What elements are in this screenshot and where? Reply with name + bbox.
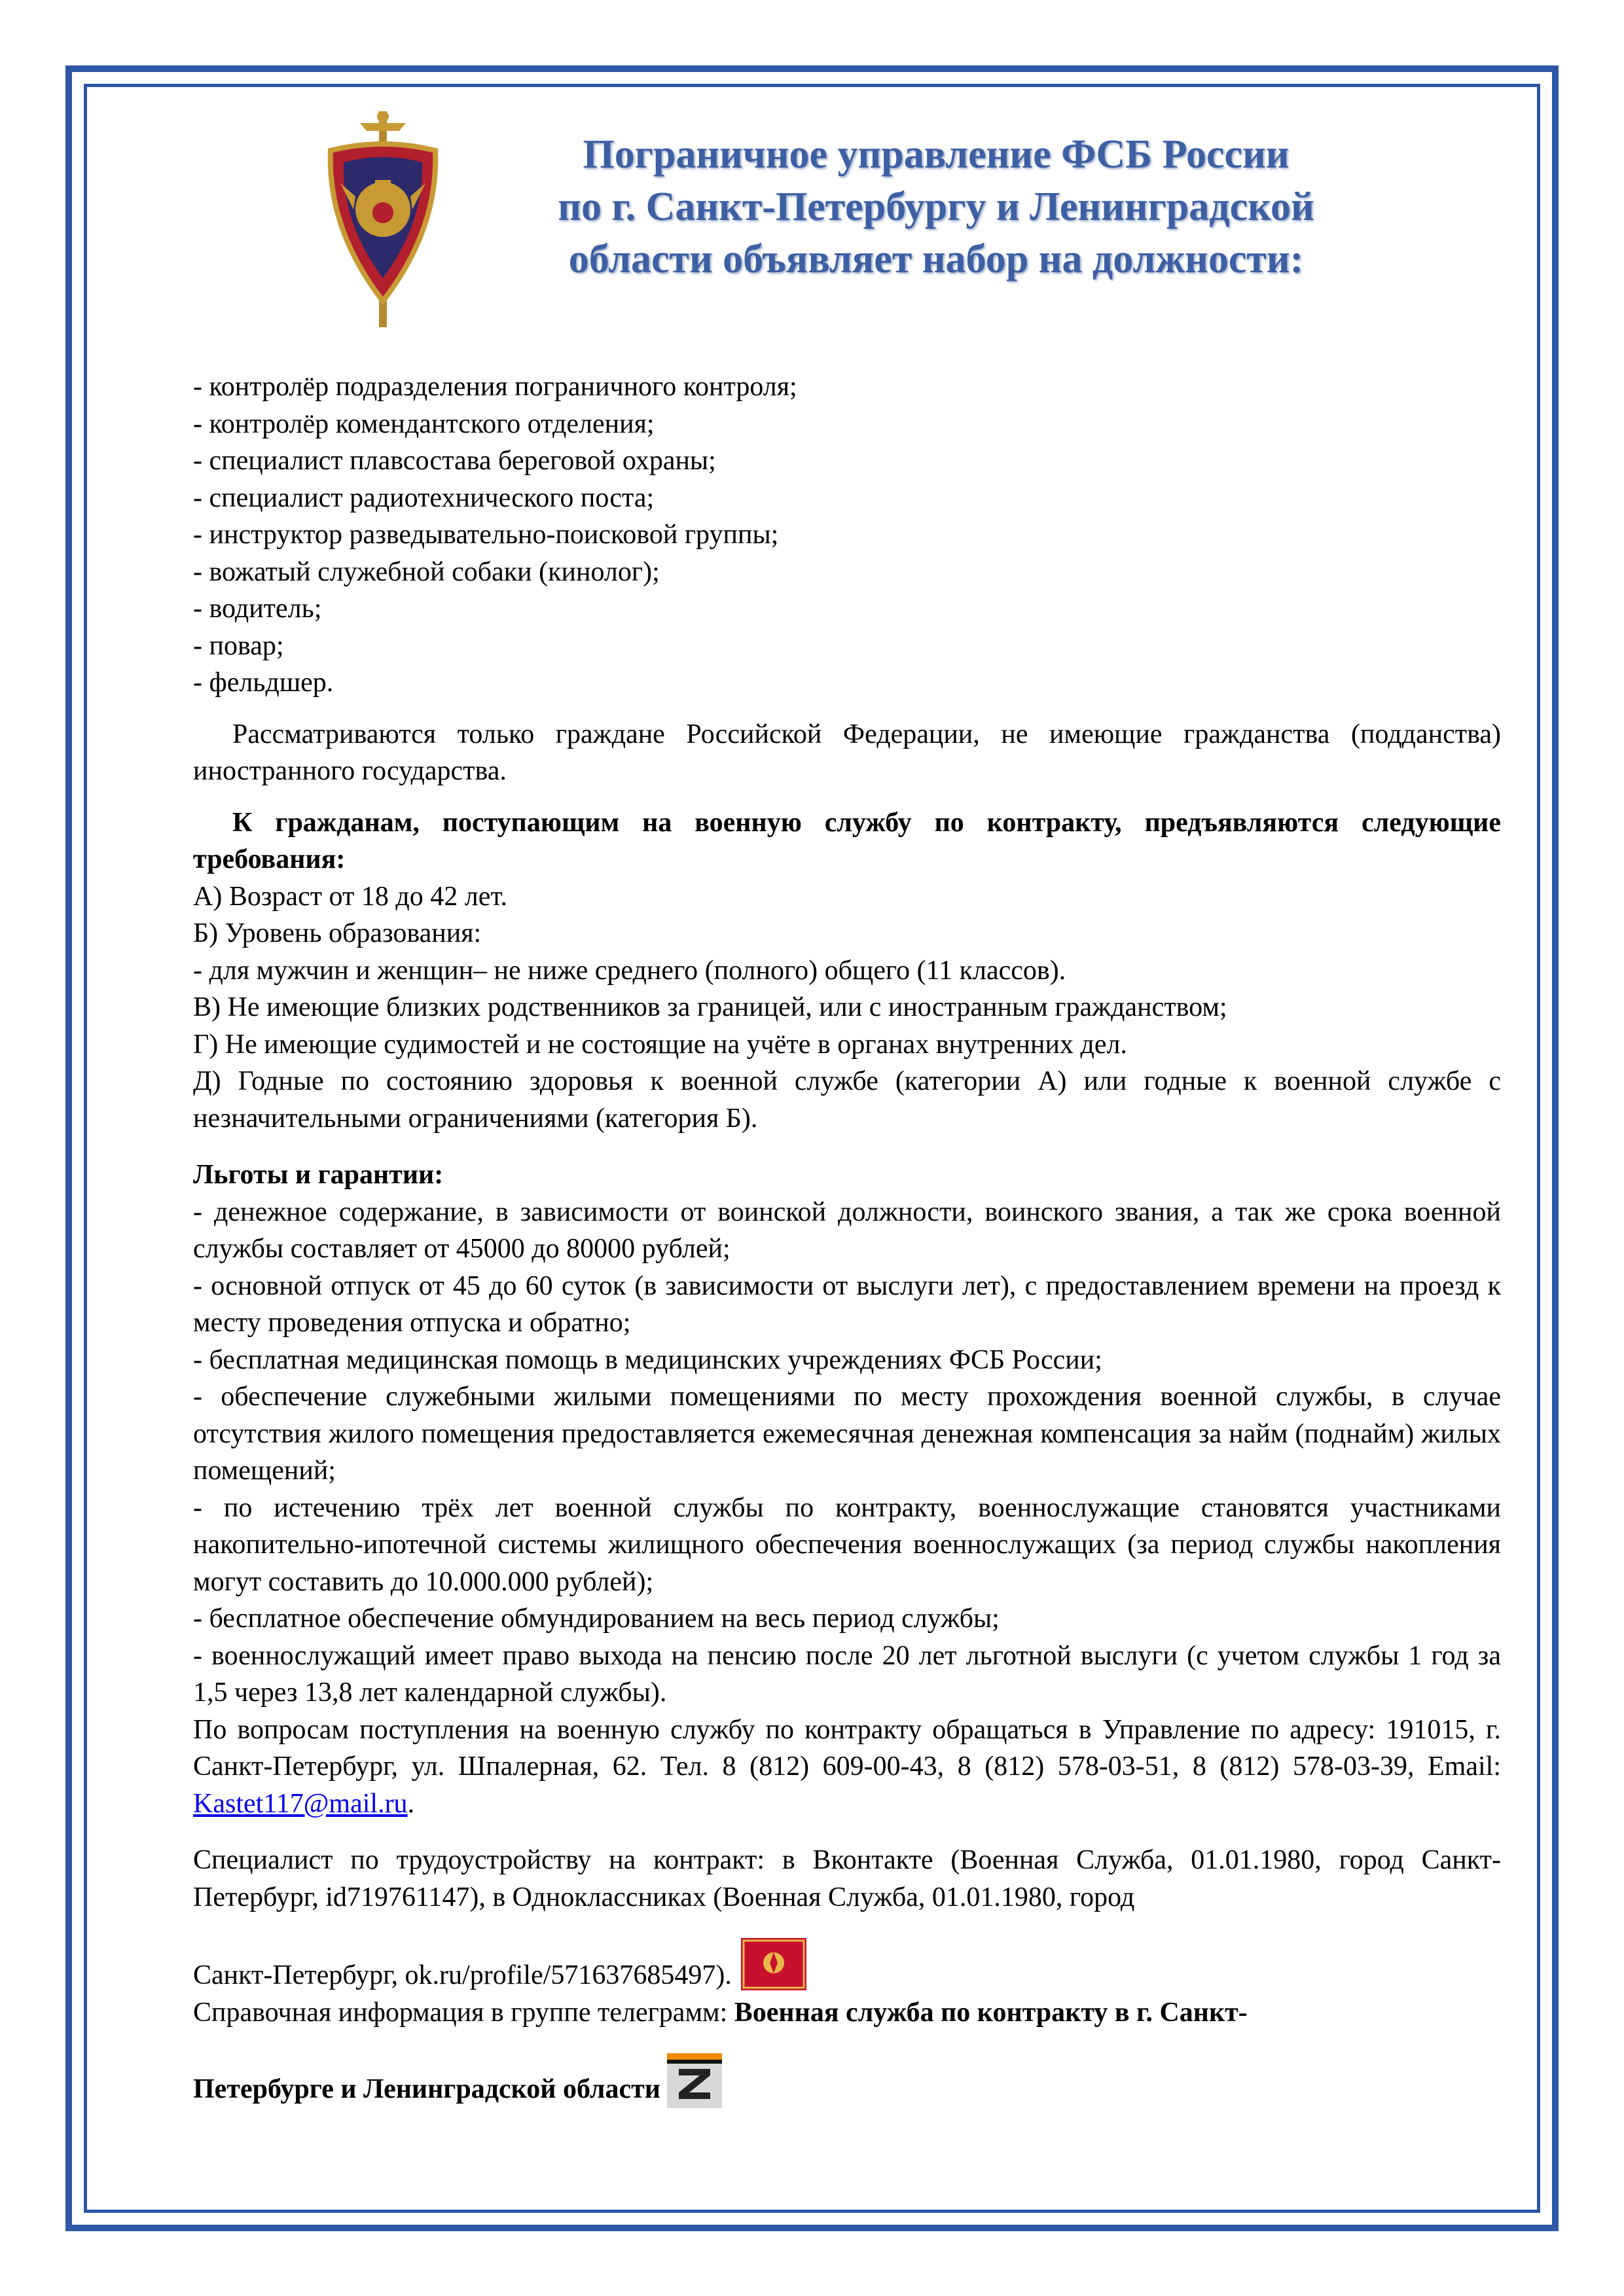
list-item: - инструктор разведывательно-поисковой группы; (193, 520, 779, 550)
header-title-line2: по г. Санкт-Петербургу и Ленинградской (558, 185, 1314, 229)
list-item: - специалист плавсостава береговой охраны; (193, 446, 716, 476)
list-item: - контролёр подразделения пограничного контроля; (193, 372, 797, 402)
benefit-item: - военнослужащий имеет право выхода на пенсию после 20 лет льготной выслуги (с учетом службы 1 год за 1,5 через 13,8 лет календарной службы). (193, 1640, 1501, 1708)
document-body (193, 368, 1501, 2108)
benefits-heading: Льготы и гарантии: (193, 1160, 444, 1190)
requirements-list (193, 878, 1501, 1138)
benefit-item: - денежное содержание, в зависимости от воинской должности, воинского звания, а так же срока военной службы составляет от 45000 до 80000 рублей; (193, 1196, 1501, 1264)
contact-suffix: . (407, 1788, 415, 1819)
benefit-item: - бесплатное обеспечение обмундированием на весь период службы; (193, 1604, 1000, 1634)
telegram-prefix: Справочная информация в группе телеграмм: (193, 1997, 734, 2028)
army-flag-icon (741, 1938, 806, 1990)
contact-paragraph (193, 1712, 1501, 1823)
header-title-line1: Пограничное управление ФСБ России (583, 132, 1290, 177)
benefit-item: - основной отпуск от 45 до 60 суток (в зависимости от выслуги лет), с предоставлением времени на проезд к месту проведения отпуска и обратно; (193, 1270, 1501, 1338)
list-item: - вожатый служебной собаки (кинолог); (193, 556, 660, 587)
header (308, 105, 1420, 334)
list-item: - контролёр комендантского отделения; (193, 408, 655, 439)
requirement-item: В) Не имеющие близких родственников за границей, или с иностранным гражданством; (193, 992, 1227, 1022)
specialist-line2-wrap (193, 1938, 1501, 1994)
positions-list (193, 368, 1501, 702)
benefits-list (193, 1194, 1501, 1712)
requirements-heading: К гражданам, поступающим на военную службу по контракту, предъявляются следующие требования: (193, 807, 1501, 874)
telegram-group-line2: Петербурге и Ленинградской области (193, 2074, 660, 2104)
list-item: - повар; (193, 630, 284, 661)
list-item: - специалист радиотехнического поста; (193, 482, 655, 513)
telegram-group-line1: Военная служба по контракту в г. Санкт- (734, 1997, 1248, 2028)
requirement-item: Г) Не имеющие судимостей и не состоящие на учёте в органах внутренних дел. (193, 1029, 1127, 1060)
benefit-item: - бесплатная медицинская помощь в медицинских учреждениях ФСБ России; (193, 1344, 1102, 1375)
specialist-line1: Специалист по трудоустройству на контракт: в Вконтакте (Военная Служба, 01.01.1980, город Санкт-Петербург, id719761147), в Одноклассниках (Военная Служба, 01.01.1980, город (193, 1845, 1501, 1912)
z-badge-icon (667, 2053, 722, 2108)
requirement-item: - для мужчин и женщин– не ниже среднего (полного) общего (11 классов). (193, 955, 1066, 986)
email-link[interactable]: Kastet117@mail.ru (193, 1788, 408, 1819)
requirement-item: Б) Уровень образования: (193, 918, 482, 948)
specialist-line2: Санкт-Петербург, ok.ru/profile/571637685497). (193, 1960, 732, 1990)
fsb-emblem-icon (314, 111, 452, 327)
list-item: - фельдшер. (193, 668, 334, 698)
requirement-item: А) Возраст от 18 до 42 лет. (193, 881, 508, 912)
telegram-line1 (193, 1994, 1501, 2032)
benefit-item: - по истечению трёх лет военной службы по контракту, военнослужащие становятся участниками накопительно-ипотечной системы жилищного обеспечения военнослужащих (за период службы накопления могут составить до 10.000.000 рублей); (193, 1492, 1501, 1597)
header-title (465, 128, 1407, 285)
list-item: - водитель; (193, 594, 322, 624)
header-title-line3: области объявляет набор на должности: (568, 237, 1304, 281)
contact-text: По вопросам поступления на военную службу по контракту обращаться в Управление по адресу: 191015, г. Санкт-Петербург, ул. Шпалерная, 62. Тел. 8 (812) 609-00-43, 8 (812) 578-03-51, 8 (812) 578-03-39, Email: (193, 1714, 1501, 1782)
requirement-item: Д) Годные по состоянию здоровья к военной службе (категории А) или годные к военной службе с незначительными ограничениями (категория Б). (193, 1066, 1501, 1134)
citizenship-note: Рассматриваются только граждане Российской Федерации, не имеющие гражданства (подданства) иностранного государства. (193, 719, 1501, 786)
telegram-line2 (193, 2053, 1501, 2108)
benefit-item: - обеспечение служебными жилыми помещениями по месту прохождения военной службы, в случае отсутствия жилого помещения предоставляется ежемесячная денежная компенсация за найм (поднайм) жилых помещений; (193, 1382, 1501, 1486)
